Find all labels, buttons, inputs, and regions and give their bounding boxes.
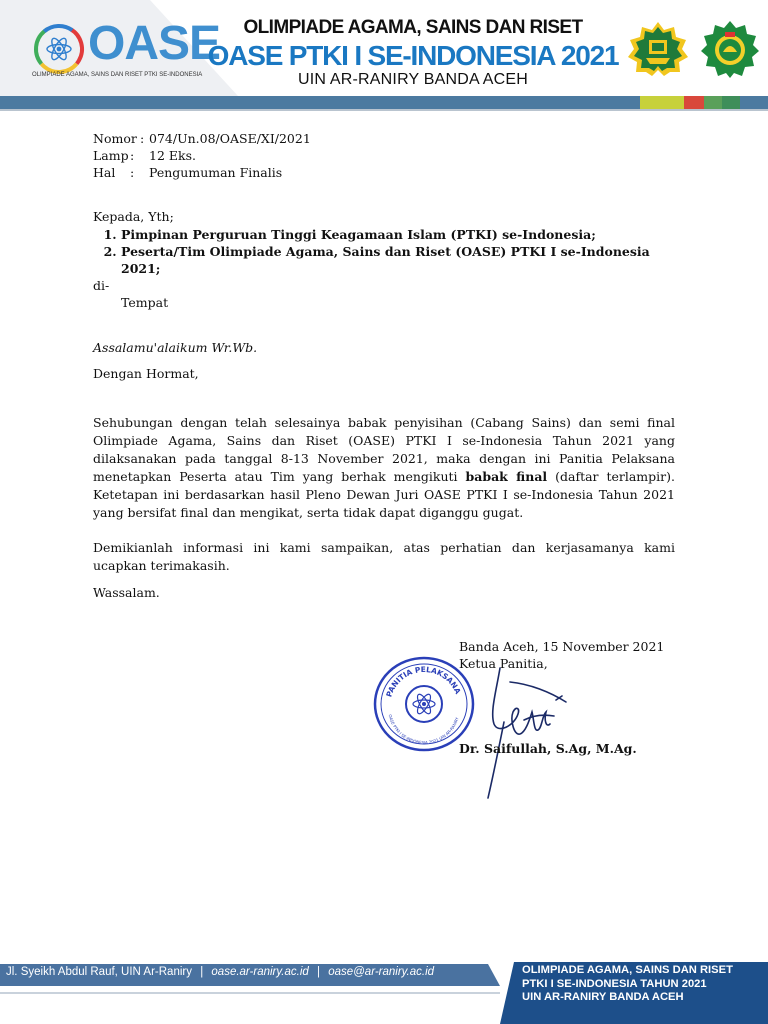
recipients-tempat: Tempat (121, 295, 169, 310)
lamp-value: 12 Eks. (149, 148, 196, 163)
closing-paragraph: Demikianlah informasi ini kami sampaikan, atas perhatian dan kerjasamanya kami ucapkan terimakasih. (93, 540, 675, 573)
oase-logo-icon (32, 22, 86, 76)
opening: Dengan Hormat, (93, 366, 199, 381)
greeting: Assalamu'alaikum Wr.Wb. (93, 340, 258, 355)
meta-row-hal (93, 164, 311, 181)
recipients-list (93, 226, 683, 277)
letterhead-divider (0, 109, 768, 111)
footer-email-link[interactable]: oase@ar-raniry.ac.id (328, 966, 435, 978)
announcement-paragraph (93, 414, 675, 522)
closing-wassalam: Wassalam. (93, 585, 160, 600)
recipient-item: 1. Pimpinan Perguruan Tinggi Keagamaan Islam (PTKI) se-Indonesia; (121, 226, 683, 243)
handwritten-signature (480, 662, 590, 802)
footer-event-line1: OLIMPIADE AGAMA, SAINS DAN RISET (522, 964, 733, 976)
footer-contact (6, 966, 434, 978)
logo-caption: OLIMPIADE AGAMA, SAINS DAN RISET PTKI SE-INDONESIA (32, 72, 203, 78)
accent-segment-green (704, 96, 722, 109)
ministry-emblem-icon (626, 20, 690, 76)
footer-event-line3: UIN AR-RANIRY BANDA ACEH (522, 991, 684, 1003)
nomor-value: 074/Un.08/OASE/XI/2021 (149, 131, 311, 146)
accent-segment-lime (640, 96, 684, 109)
lamp-label: Lamp (93, 148, 129, 163)
colon: : (130, 165, 135, 180)
meta-row-nomor (93, 130, 311, 147)
accent-segment-darkgreen (722, 96, 740, 109)
recipients-to: Kepada, Yth; (93, 209, 174, 224)
official-stamp-icon (372, 654, 476, 754)
colon: : (130, 148, 135, 163)
footer-event-line2: PTKI I SE-INDONESIA TAHUN 2021 (522, 977, 707, 990)
meta-row-lamp (93, 147, 311, 164)
letterhead-title-line3: UIN AR-RANIRY BANDA ACEH (297, 71, 529, 88)
letterhead-title-line1: OLIMPIADE AGAMA, SAINS DAN RISET (243, 17, 583, 38)
uin-ar-raniry-emblem-icon (701, 20, 759, 78)
nomor-label: Nomor (93, 131, 137, 146)
footer-separator: | (200, 966, 204, 978)
oase-logo-wordmark: OASE (88, 17, 221, 70)
letterhead (0, 0, 768, 112)
letter-footer (0, 962, 768, 1024)
letterhead-title-line2: OASE PTKI I SE-INDONESIA 2021 (207, 40, 619, 71)
signatory-name: Dr. Saifullah, S.Ag, M.Ag. (459, 741, 637, 756)
svg-text:PANITIA PELAKSANA (384, 665, 462, 698)
stamp-text-top: PANITIA PELAKSANA (384, 664, 463, 699)
svg-text:OASE PTKI I SE-INDONESIA 2021 (388, 714, 460, 745)
accent-segment-red (684, 96, 704, 109)
footer-address: Jl. Syeikh Abdul Rauf, UIN Ar-Raniry (6, 966, 192, 978)
hal-label: Hal (93, 165, 116, 180)
recipient-item: 2. Peserta/Tim Olimpiade Agama, Sains dan Riset (OASE) PTKI I se-Indonesia 2021; (121, 243, 683, 277)
recipients-block (93, 208, 683, 312)
paragraph-text: Sehubungan dengan telah selesainya babak penyisihan (Cabang Sains) dan semi final Olimpiade Agama, Sains dan Riset (OASE) PTKI I se-Indonesia Tahun 2021 yang dilaksanakan pada tanggal 8-13 November 2021, maka dengan ini Panitia Pelaksana menetapkan Peserta atau Tim yang berhak mengikuti (93, 415, 675, 484)
stamp-text-bottom: OASE PTKI I SE-INDONESIA 2021 UIN AR-RANIRY (387, 713, 460, 746)
footer-divider (0, 992, 500, 994)
recipients-di: di- (93, 278, 110, 293)
footer-separator: | (316, 966, 320, 978)
paragraph-bold-text: babak final (465, 469, 548, 484)
letterhead-bar (0, 96, 768, 109)
footer-website-link[interactable]: oase.ar-raniry.ac.id (211, 966, 309, 978)
letter-meta (93, 130, 311, 181)
signature-position: Ketua Panitia, (459, 656, 548, 671)
colon: : (140, 131, 145, 146)
footer-event-text (522, 964, 733, 1005)
hal-value: Pengumuman Finalis (149, 165, 283, 180)
paragraph-text: (daftar terlampir). Ketetapan ini berdasarkan hasil Pleno Dewan Juri OASE PTKI I se-Indonesia Tahun 2021 yang bersifat final dan mengikat, serta tidak dapat diganggu gugat. (93, 469, 675, 520)
signature-place-date: Banda Aceh, 15 November 2021 (459, 639, 665, 654)
